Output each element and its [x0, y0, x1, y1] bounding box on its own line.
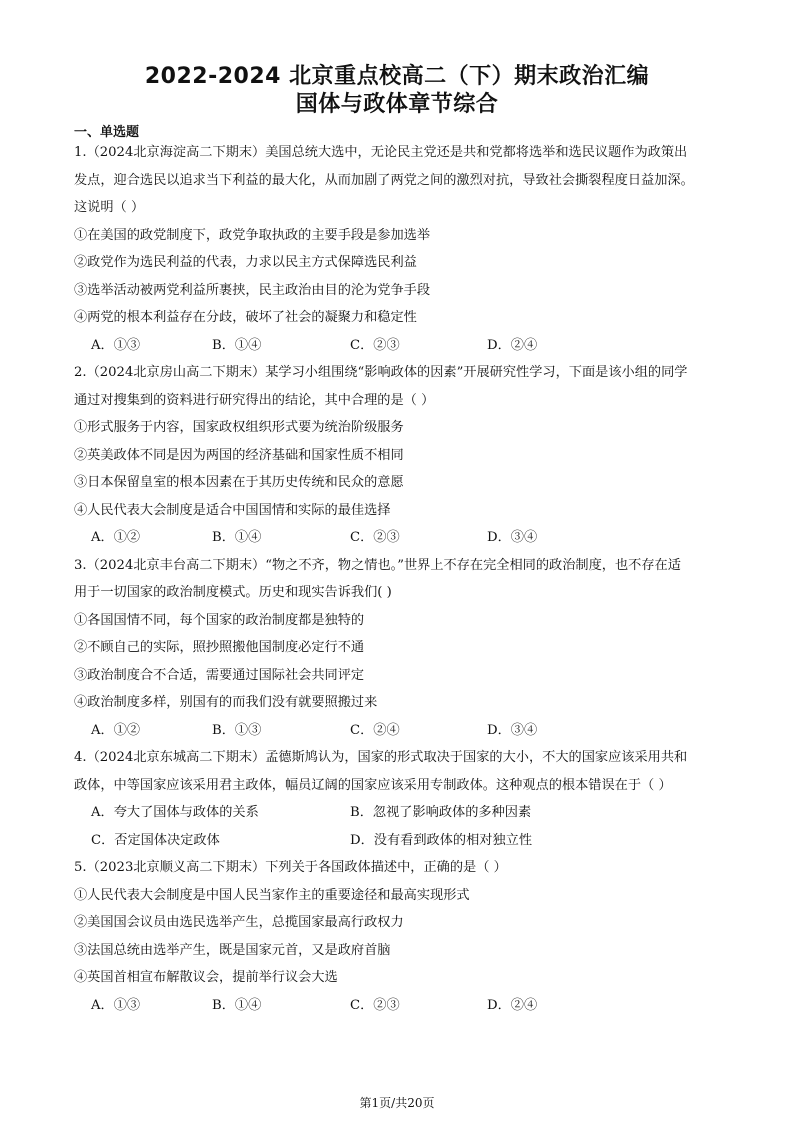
option-d: D．没有看到政体的相对独立性 — [350, 832, 533, 848]
option-d: D．③④ — [487, 530, 538, 545]
statement: ④人民代表大会制度是适合中国国情和实际的最佳选择 — [74, 502, 391, 518]
question-stem-line: 5.（2023北京顺义高二下期末）下列关于各国政体描述中，正确的是（ ） — [74, 860, 507, 875]
question-stem-line: 3.（2024北京丰台高二下期末）“物之不齐，物之情也。”世界上不存在完全相同的政治制度，也不存在适 — [74, 557, 681, 573]
answer-options — [74, 992, 724, 1020]
option-b: B．①④ — [212, 530, 262, 545]
option-a: A．①② — [91, 722, 141, 738]
question-stem-line: 4.（2024北京东城高二下期末）孟德斯鸠认为，国家的形式取决于国家的大小，不大的国家应该采用共和 — [74, 750, 688, 765]
option-c: C．②③ — [350, 337, 400, 353]
question-stem-line: 通过对搜集到的资料进行研究得出的结论，其中合理的是（ ） — [74, 392, 435, 408]
question-stem-line: 2.（2024北京房山高二下期末）某学习小组围绕“影响政体的因素”开展研究性学习，下面是该小组的同学 — [74, 365, 688, 380]
option-c: C．②③ — [350, 997, 400, 1013]
page-footer: 第1页/共20页 — [359, 1096, 435, 1110]
statement: ①各国国情不同，每个国家的政治制度都是独特的 — [74, 612, 365, 628]
option-a: A．夸大了国体与政体的关系 — [91, 805, 259, 820]
option-b: B．①③ — [212, 722, 262, 738]
statement: ②不顾自己的实际，照抄照搬他国制度必定行不通 — [74, 640, 365, 655]
statement: ①人民代表大会制度是中国人民当家作主的重要途径和最高实现形式 — [74, 887, 470, 903]
question-stem-line: 1.（2024北京海淀高二下期末）美国总统大选中，无论民主党还是共和党都将选举和选民议题作为政策出 — [74, 145, 688, 160]
option-d: D．②④ — [487, 337, 538, 353]
question-1 — [74, 139, 724, 359]
question-4 — [74, 744, 724, 854]
statement: ④政治制度多样，别国有的而我们没有就要照搬过来 — [74, 695, 378, 710]
statement: ④两党的根本利益存在分歧，破坏了社会的凝聚力和稳定性 — [74, 310, 417, 325]
option-a: A．①③ — [91, 337, 141, 353]
option-c: C．②④ — [350, 722, 400, 738]
statement: ③法国总统由选举产生，既是国家元首，又是政府首脑 — [74, 942, 391, 958]
statement: ②美国国会议员由选民选举产生，总揽国家最高行政权力 — [74, 915, 404, 930]
statement: ③政治制度合不合适，需要通过国际社会共同评定 — [74, 667, 365, 683]
option-b: B．①④ — [212, 337, 262, 353]
answer-options — [74, 332, 724, 360]
option-c: C．②③ — [350, 530, 400, 545]
question-list — [74, 139, 724, 1019]
option-a: A．①② — [91, 530, 141, 545]
answer-options — [74, 717, 724, 745]
option-d: D．③④ — [487, 722, 538, 738]
statement: ①在美国的政党制度下，政党争取执政的主要手段是参加选举 — [74, 227, 431, 243]
answer-options-row — [74, 799, 724, 827]
answer-options-row — [74, 827, 724, 855]
statement: ③日本保留皇室的根本因素在于其历史传统和民众的意愿 — [74, 475, 404, 490]
question-3 — [74, 552, 724, 745]
statement: ③选举活动被两党利益所裹挟，民主政治由目的沦为党争手段 — [74, 282, 431, 298]
question-2 — [74, 359, 724, 552]
statement: ②政党作为选民利益的代表，力求以民主方式保障选民利益 — [74, 255, 417, 270]
statement: ④英国首相宣布解散议会，提前举行议会大选 — [74, 970, 338, 985]
answer-options — [74, 524, 724, 552]
question-stem-line: 发点，迎合选民以追求当下利益的最大化，从而加剧了两党之间的激烈对抗，导致社会撕裂程度日益加深。 — [74, 172, 694, 188]
doc-title-line2: 国体与政体章节综合 — [295, 92, 499, 117]
statement: ②英美政体不同是因为两国的经济基础和国家性质不相同 — [74, 447, 404, 463]
option-b: B．忽视了影响政体的多种因素 — [350, 805, 532, 820]
option-b: B．①④ — [212, 997, 262, 1013]
question-stem-line: 用于一切国家的政治制度模式。历史和现实告诉我们( ) — [74, 585, 392, 600]
question-stem-line: 这说明（ ） — [74, 200, 145, 215]
section-heading: 一、单选题 — [74, 125, 140, 140]
question-5 — [74, 854, 724, 1019]
option-c: C．否定国体决定政体 — [91, 832, 220, 848]
question-stem-line: 政体，中等国家应该采用君主政体，幅员辽阔的国家应该采用专制政体。这种观点的根本错误在于（ ） — [74, 777, 672, 793]
doc-title-line1: 2022-2024 北京重点校高二（下）期末政治汇编 — [144, 64, 650, 89]
statement: ①形式服务于内容，国家政权组织形式要为统治阶级服务 — [74, 420, 404, 435]
option-a: A．①③ — [91, 997, 141, 1013]
option-d: D．②④ — [487, 997, 538, 1013]
